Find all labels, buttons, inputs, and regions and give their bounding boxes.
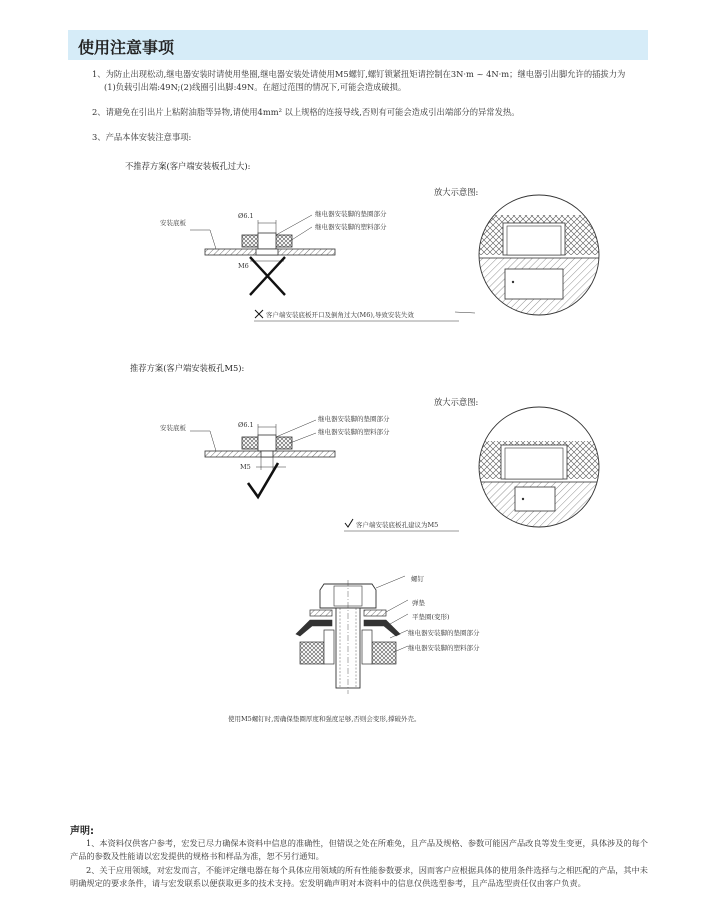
not-recommended-zoom-diagram: [475, 195, 605, 315]
recommended-label-washer: 继电器安装脚的垫圈部分: [318, 415, 390, 423]
not-recommended-label-plate: 安装底板: [160, 219, 186, 227]
recommended-caption-underline: [344, 530, 464, 532]
not-recommended-label-plastic: 继电器安装脚的塑料部分: [315, 223, 387, 231]
note-1-line-2: (1)负载引出端:49N;(2)线圈引出脚:49N。在超过范围的情况下,可能会造成破损。: [104, 82, 407, 92]
recommended-zoom-title: 放大示意图:: [434, 397, 479, 407]
declaration-paragraph-2: 2、关于应用领域，对宏发而言，不能评定继电器在每个具体应用领域的所有性能参数要求，因而客户应根据具体的使用条件选择与之相匹配的产品，其中未明确规定的要求条件，请与宏发联系以便获取更多的技术支持。宏发明确声明对本资料中的信息仅供选型参考，且产品选型责任仅由客户负责。: [70, 865, 648, 888]
note-2: 2、请避免在引出片上粘附油脂等异物,请使用4mm² 以上规格的连接导线,否则有可能会造成引出端部分的异常发热。: [92, 107, 520, 117]
screw-label-plastic-part: 继电器安装脚的塑料部分: [408, 644, 480, 652]
screw-label-washer-part: 继电器安装脚的垫圈部分: [408, 629, 480, 637]
recommended-label-plastic: 继电器安装脚的塑料部分: [318, 428, 390, 436]
recommended-caption-mark: [344, 518, 354, 528]
recommended-label-hole: M5: [240, 463, 251, 471]
not-recommended-label-washer: 继电器安装脚的垫圈部分: [315, 210, 387, 218]
section-header: [68, 30, 648, 60]
recommended-zoom-diagram: [475, 407, 605, 527]
not-recommended-caption: 客户端安装底板开口及倒角过大(M6),导致安装失效: [266, 311, 414, 319]
recommended-caption: 客户端安装底板孔建议为M5: [356, 521, 439, 529]
recommended-label-plate: 安装底板: [160, 424, 186, 432]
recommended-label-dia: Ø6.1: [238, 421, 254, 429]
screw-diagram-caption: 使用M5螺钉时,需确保垫圈厚度和强度足够,否则会变形,撑破外壳。: [228, 715, 421, 723]
screw-label-flat-washer: 平垫圈(变形): [412, 613, 450, 621]
note-3: 3、产品本体安装注意事项:: [92, 132, 192, 142]
not-recommended-caption-mark: [254, 309, 264, 319]
page-title: 使用注意事项: [78, 38, 175, 57]
declaration-title: 声明:: [70, 826, 94, 837]
declaration-paragraph-1: 1、本资料仅供客户参考，宏发已尽力确保本资料中信息的准确性，但错误之处在所难免，且产品及规格、参数可能因产品改良等发生变更，具体涉及的每个产品的参数及性能请以宏发提供的规格书和样品为准，恕不另行通知。: [70, 838, 648, 861]
not-recommended-title: 不推荐方案(客户端安装板孔过大):: [125, 161, 251, 171]
not-recommended-label-hole: M6: [238, 262, 249, 270]
not-recommended-label-dia: Ø6.1: [238, 212, 254, 220]
note-1-line-1: 1、为防止出现松动,继电器安装时请使用垫圈,继电器安装处请使用M5螺钉,螺钉锁紧扭矩请控制在3N·m ~ 4N·m；继电器引出脚允许的插拔力为: [92, 69, 626, 79]
not-recommended-caption-underline: [254, 320, 464, 322]
screw-label-spring-washer: 弹垫: [412, 599, 425, 607]
recommended-title: 推荐方案(客户端安装板孔M5):: [130, 363, 245, 373]
not-recommended-zoom-title: 放大示意图:: [434, 187, 479, 197]
screw-label-screw: 螺钉: [411, 575, 424, 583]
screw-assembly-diagram: [290, 572, 420, 702]
